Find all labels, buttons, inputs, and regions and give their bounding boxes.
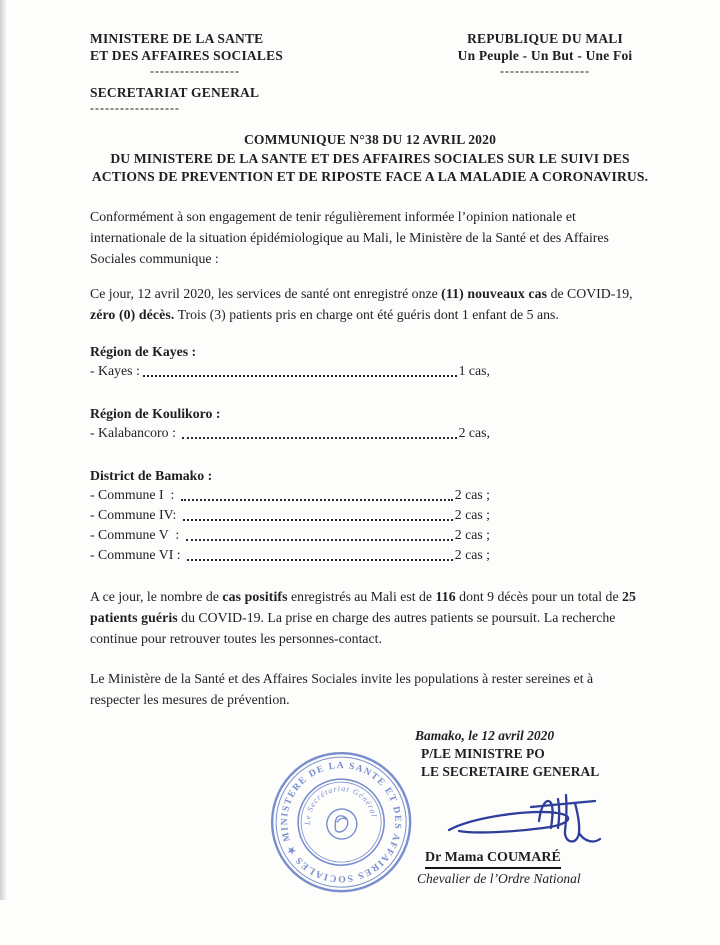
intro-paragraph: Conformément à son engagement de tenir régulièrement informée l’opinion nationale et internationale de la situation épidémiologique au Mali, le Ministère de la Santé et des Affaires Sociales communique : [90,208,609,266]
stamp-inner-text: Le Secrétariat Général [303,783,379,825]
svg-text:MINISTERE DE LA SANTE ET DES A [261,742,420,901]
case-value: 2 cas, [458,424,490,440]
ministry-name-line1: MINISTERE DE LA SANTE [90,31,264,46]
republic-block [440,30,650,78]
section-region-kayes [90,342,650,381]
signer-name: Dr Mama COUMARÉ [425,850,561,869]
totals-paragraph: A ce jour, le nombre de cas positifs enregistrés au Mali est de 116 dont 9 décès pour un total de 25 patients guéris du COVID-19. La prise en charge des autres patients se poursuit. La recherche continue pour retrouver toutes les personnes-contact. [90,588,637,646]
ministry-name-line2: ET DES AFFAIRES SOCIALES [90,48,283,63]
signature-area [90,720,650,945]
case-line [90,485,490,505]
dotted-leader [183,519,453,521]
secretariat-general: SECRETARIAT GENERAL [90,85,260,100]
section-title: Région de Kayes : [90,343,197,359]
republic-motto: Un Peuple - Un But - Une Foi [457,48,633,63]
daily-report-paragraph: Ce jour, 12 avril 2020, les services de santé ont enregistré onze (11) nouveaux cas de COVID-19, zéro (0) décès. Trois (3) patients pris en charge ont été guéris dont 1 enfant de 5 ans. [90,285,633,322]
stamp-seal-icon [246,727,436,917]
stamp-emblem-icon [323,804,361,842]
stamp-outer-text: MINISTERE DE LA SANTE ET DES AFFAIRES SOCIALES ★ [279,759,404,884]
handwritten-signature [443,784,611,848]
section-region-koulikoro [90,404,650,443]
case-label: - Commune V : [90,526,183,542]
letterhead [90,30,650,115]
signer-title-line1: P/LE MINISTRE PO [421,745,545,761]
signature-block [415,720,650,887]
case-label: - Commune I : [90,486,178,502]
case-value: 2 cas ; [454,526,490,542]
dotted-leader [187,559,453,561]
case-label: - Commune IV: [90,506,180,522]
case-line [90,361,490,381]
section-title: Région de Koulikoro : [90,405,221,421]
case-line [90,545,490,565]
case-line [90,423,490,443]
dotted-leader [186,539,453,541]
case-label: - Kayes : [90,362,140,378]
signer-title-line2: LE SECRETAIRE GENERAL [421,764,600,779]
section-title: District de Bamako : [90,467,213,483]
case-line [90,525,490,545]
section-district-bamako [90,466,650,565]
communique-title [90,131,650,187]
case-value: 1 cas, [458,362,490,378]
case-value: 2 cas ; [454,546,490,562]
dotted-leader [181,499,453,501]
title-line1: COMMUNIQUE N°38 DU 12 AVRIL 2020 [243,132,497,147]
official-stamp [246,727,437,921]
case-label: - Kalabancoro : [90,424,180,440]
separator-dashes: ------------------ [150,64,240,78]
case-value: 2 cas ; [454,486,490,502]
case-value: 2 cas ; [454,506,490,522]
place-and-date: Bamako, le 12 avril 2020 [415,727,555,743]
separator-dashes: ------------------ [90,101,180,115]
case-line [90,505,490,525]
case-label: - Commune VI : [90,546,185,562]
dotted-leader [143,375,457,377]
ministry-block [90,30,320,115]
advice-paragraph: Le Ministère de la Santé et des Affaires Sociales invite les populations à rester sereines et à respecter les mesures de prévention. [90,670,594,707]
republic-name: REPUBLIQUE DU MALI [467,31,623,46]
title-line3: ACTIONS DE PREVENTION ET DE RIPOSTE FACE A LA MALADIE A CORONAVIRUS. [91,169,649,184]
title-line2: DU MINISTERE DE LA SANTE ET DES AFFAIRES SOCIALES SUR LE SUIVI DES [110,150,630,166]
signer-honorific: Chevalier de l’Ordre National [417,870,581,886]
separator-dashes: ------------------ [500,64,590,78]
dotted-leader [182,437,456,439]
